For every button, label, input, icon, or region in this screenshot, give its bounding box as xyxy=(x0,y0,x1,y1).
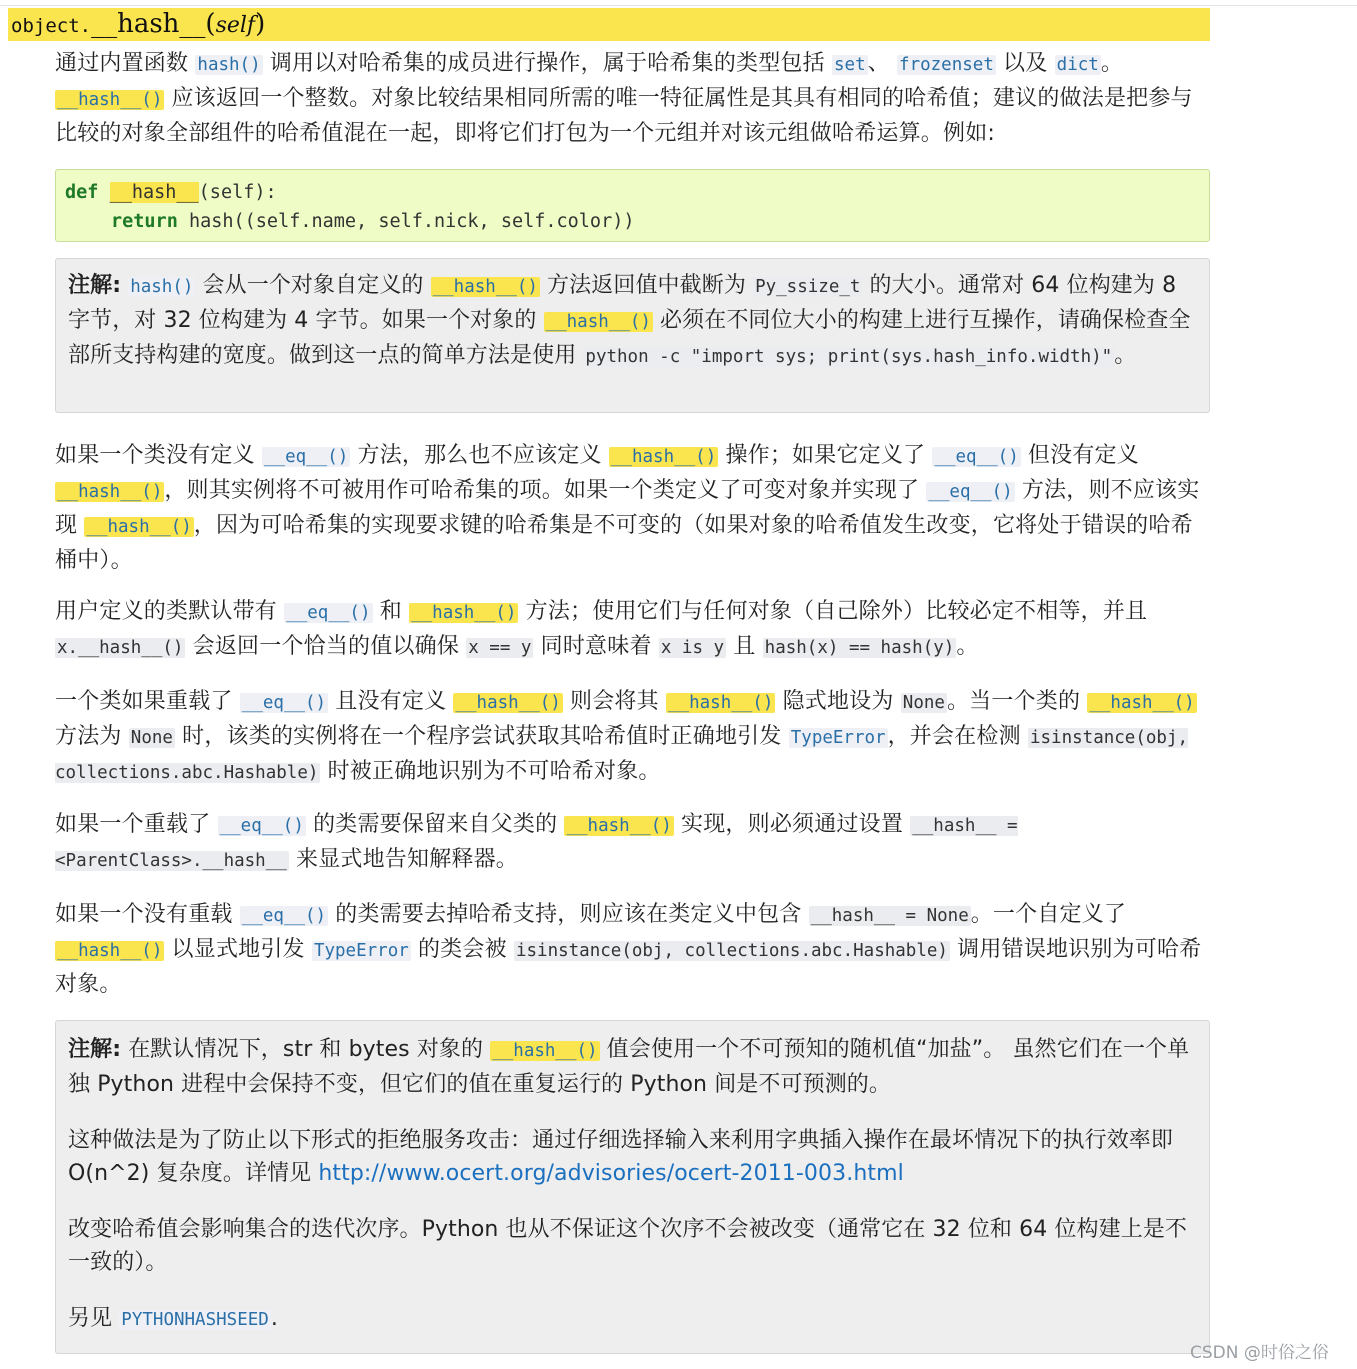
hash-method-link[interactable]: __hash__() xyxy=(86,517,192,537)
eq-method-link[interactable]: __eq__() xyxy=(241,693,327,713)
eq-method-link[interactable]: __eq__() xyxy=(219,816,304,836)
text: 会从一个对象自定义的 xyxy=(195,273,431,298)
text: 的类需要保留来自父类的 xyxy=(305,812,565,837)
hash-method-link[interactable]: __hash__() xyxy=(57,90,163,110)
typeerror-link[interactable]: TypeError xyxy=(790,728,886,748)
code-text: (self): xyxy=(198,182,277,203)
note-label: 注解: xyxy=(68,1037,122,1062)
hash-method-link[interactable]: __hash__() xyxy=(57,482,163,502)
ocert-advisory-link[interactable]: http://www.ocert.org/advisories/ocert-2011-003.html xyxy=(318,1161,904,1186)
hash-method-link[interactable]: __hash__() xyxy=(545,312,651,332)
paragraph-inherit-hash xyxy=(55,808,1210,878)
text: 、 xyxy=(867,51,898,76)
text: 如果一个重载了 xyxy=(55,812,218,837)
paragraph-default-methods xyxy=(55,595,1210,665)
hash-method-link[interactable]: __hash__() xyxy=(455,693,561,713)
text: 的类需要去掉哈希支持，则应该在类定义中包含 xyxy=(328,902,809,927)
text: 来显式地告知解释器。 xyxy=(288,847,518,872)
hash-method-link[interactable]: __hash__() xyxy=(411,603,517,623)
x-is-y-code: x is y xyxy=(660,638,725,658)
hash-func-link[interactable]: hash() xyxy=(197,55,261,75)
text: 。 xyxy=(1100,51,1124,76)
text: 通过内置函数 xyxy=(55,51,196,76)
intro-paragraph xyxy=(55,47,1210,150)
paragraph-hash-none xyxy=(55,685,1210,790)
text: 的大小。通常对 64 位构建为 8 字节，对 32 位构建为 4 字节。如果一个对象的 xyxy=(68,273,1177,333)
py-ssize-t-code: Py_ssize_t xyxy=(755,277,861,297)
text: . xyxy=(270,1306,278,1331)
none-code: None xyxy=(130,728,173,748)
hash-method-link[interactable]: __hash__() xyxy=(668,693,774,713)
frozenset-link[interactable]: frozenset xyxy=(899,55,994,75)
hash-method-link[interactable]: __hash__() xyxy=(610,447,717,467)
signature-open-paren: ( xyxy=(205,9,216,39)
hash-equality-code: hash(x) == hash(y) xyxy=(764,638,955,658)
signature-name: __hash__ xyxy=(91,9,206,39)
text: 如果一个类没有定义 xyxy=(55,443,262,468)
signature-arg: self xyxy=(215,13,256,38)
text: 时，该类的实例将在一个程序尝试获取其哈希值时正确地引发 xyxy=(174,724,789,749)
note-box-2 xyxy=(55,1020,1210,1354)
code-line-1 xyxy=(65,178,1209,207)
watermark: CSDN @时俗之俗 xyxy=(1190,1343,1329,1363)
text: 必须在不同位大小的构建上进行互操作，请确保检查全部所支持构建的宽度。做到这一点的简单方法是使用 xyxy=(68,308,1191,368)
hash-method-link[interactable]: __hash__() xyxy=(1089,693,1195,713)
text: 但没有定义 xyxy=(1020,443,1139,468)
text: 方法；使用它们与任何对象（自己除外）比较必定不相等，并且 xyxy=(518,599,1148,624)
text: 且 xyxy=(726,634,763,659)
text: 则会将其 xyxy=(562,689,667,714)
text: 会返回一个恰当的值以确保 xyxy=(185,634,467,659)
typeerror-link[interactable]: TypeError xyxy=(313,941,409,961)
text: 。一个自定义了 xyxy=(970,902,1127,927)
text: 以及 xyxy=(995,51,1055,76)
text: ，因为可哈希集的实现要求键的哈希集是不可变的（如果对象的哈希值发生改变，它将处于错误的哈希桶中）。 xyxy=(55,513,1193,573)
text: 用户定义的类默认带有 xyxy=(55,599,285,624)
note-label: 注解: xyxy=(68,273,122,298)
none-code: None xyxy=(902,693,945,713)
set-link[interactable]: set xyxy=(834,55,866,75)
note2-para-2 xyxy=(68,1124,1197,1190)
paragraph-eq-hash xyxy=(55,439,1210,577)
text: 时被正确地识别为不可哈希对象。 xyxy=(320,759,661,784)
code-example xyxy=(55,169,1210,242)
hash-func-link[interactable]: hash() xyxy=(130,277,194,297)
text: 方法，则不应该实现 xyxy=(55,478,1200,538)
isinstance-hashable-code: isinstance(obj, collections.abc.Hashable) xyxy=(515,941,948,961)
code-text: hash((self.name, self.nick, self.color)) xyxy=(188,211,635,232)
eq-method-link[interactable]: __eq__() xyxy=(241,906,327,926)
text: 操作；如果它定义了 xyxy=(718,443,933,468)
keyword-def: def xyxy=(65,182,99,203)
text: 这种做法是为了防止以下形式的拒绝服务攻击：通过仔细选择输入来利用字典插入操作在最坏情况下的执行效率即 O(n^2) 复杂度。详情见 xyxy=(68,1128,1174,1186)
hash-method-link[interactable]: __hash__() xyxy=(57,941,163,961)
x-hash-code: x.__hash__() xyxy=(57,638,184,658)
hash-method-link[interactable]: __hash__() xyxy=(432,277,538,297)
text: 同时意味着 xyxy=(533,634,659,659)
x-eq-y-code: x == y xyxy=(468,638,532,658)
signature-module: object. xyxy=(11,15,92,37)
note2-para-3 xyxy=(68,1213,1197,1279)
text: ，则其实例将不可被用作可哈希集的项。如果一个类定义了可变对象并实现了 xyxy=(164,478,927,503)
text: 如果一个没有重载 xyxy=(55,902,240,927)
text: 实现，则必须通过设置 xyxy=(673,812,911,837)
function-name: __hash__ xyxy=(109,182,199,203)
note2-para-4 xyxy=(68,1302,1197,1337)
hash-none-code: __hash__ = None xyxy=(810,906,969,926)
signature-close-paren: ) xyxy=(255,9,266,39)
paragraph-remove-hash xyxy=(55,898,1210,1001)
text: 值会使用一个不可预知的随机值“加盐”。 虽然它们在一个单独 Python 进程中会保持不变，但它们的值在重复运行的 Python 间是不可预测的。 xyxy=(68,1037,1190,1097)
isinstance-hashable-code: isinstance(obj, collections.abc.Hashable) xyxy=(55,728,1189,783)
eq-method-link[interactable]: __eq__() xyxy=(928,482,1013,502)
hash-method-link[interactable]: __hash__() xyxy=(566,816,672,836)
text: 。 xyxy=(1114,343,1137,368)
dict-link[interactable]: dict xyxy=(1056,55,1099,75)
text: 方法返回值中截断为 xyxy=(539,273,754,298)
text: 另见 xyxy=(68,1306,120,1331)
text: 应该返回一个整数。对象比较结果相同所需的唯一特征属性是其具有相同的哈希值；建议的做法是把参与比较的对象全部组件的哈希值混在一起，即将它们打包为一个元组并对该元组做哈希运算。例如: xyxy=(55,86,1193,146)
text: 一个类如果重载了 xyxy=(55,689,240,714)
hash-method-link[interactable]: __hash__() xyxy=(492,1041,598,1061)
parent-hash-code: __hash__ = <ParentClass>.__hash__ xyxy=(55,816,1018,871)
note-box-1 xyxy=(55,258,1210,413)
pythonhashseed-link[interactable]: PYTHONHASHSEED xyxy=(121,1310,269,1330)
text: 以显式地引发 xyxy=(164,937,312,962)
eq-method-link[interactable]: __eq__() xyxy=(286,603,371,623)
eq-method-link[interactable]: __eq__() xyxy=(934,447,1019,467)
text: 。当一个类的 xyxy=(946,689,1088,714)
keyword-return: return xyxy=(111,211,178,232)
text: 和 xyxy=(372,599,410,624)
text: ，并会在检测 xyxy=(887,724,1028,749)
text: 方法，那么也不应该定义 xyxy=(350,443,609,468)
text: 且没有定义 xyxy=(328,689,454,714)
text: 方法为 xyxy=(55,724,129,749)
code-line-2 xyxy=(65,207,1209,236)
text: 隐式地设为 xyxy=(775,689,901,714)
eq-method-link[interactable]: __eq__() xyxy=(264,447,349,467)
text: 调用以对哈希集的成员进行操作，属于哈希集的类型包括 xyxy=(262,51,833,76)
text: 的类会被 xyxy=(410,937,514,962)
text: 调用错误地识别为可哈希对象。 xyxy=(55,937,1202,997)
method-signature xyxy=(8,8,1210,41)
top-divider xyxy=(0,5,1357,6)
text: 改变哈希值会影响集合的迭代次序。Python 也从不保证这个次序不会被改变（通常它在 32 位和 64 位构建上是不一致的）。 xyxy=(68,1217,1188,1275)
width-command-code: python -c "import sys; print(sys.hash_info.width)" xyxy=(585,347,1113,367)
note2-para-1 xyxy=(68,1033,1197,1101)
text: 在默认情况下，str 和 bytes 对象的 xyxy=(121,1037,491,1062)
text: 。 xyxy=(956,634,979,659)
